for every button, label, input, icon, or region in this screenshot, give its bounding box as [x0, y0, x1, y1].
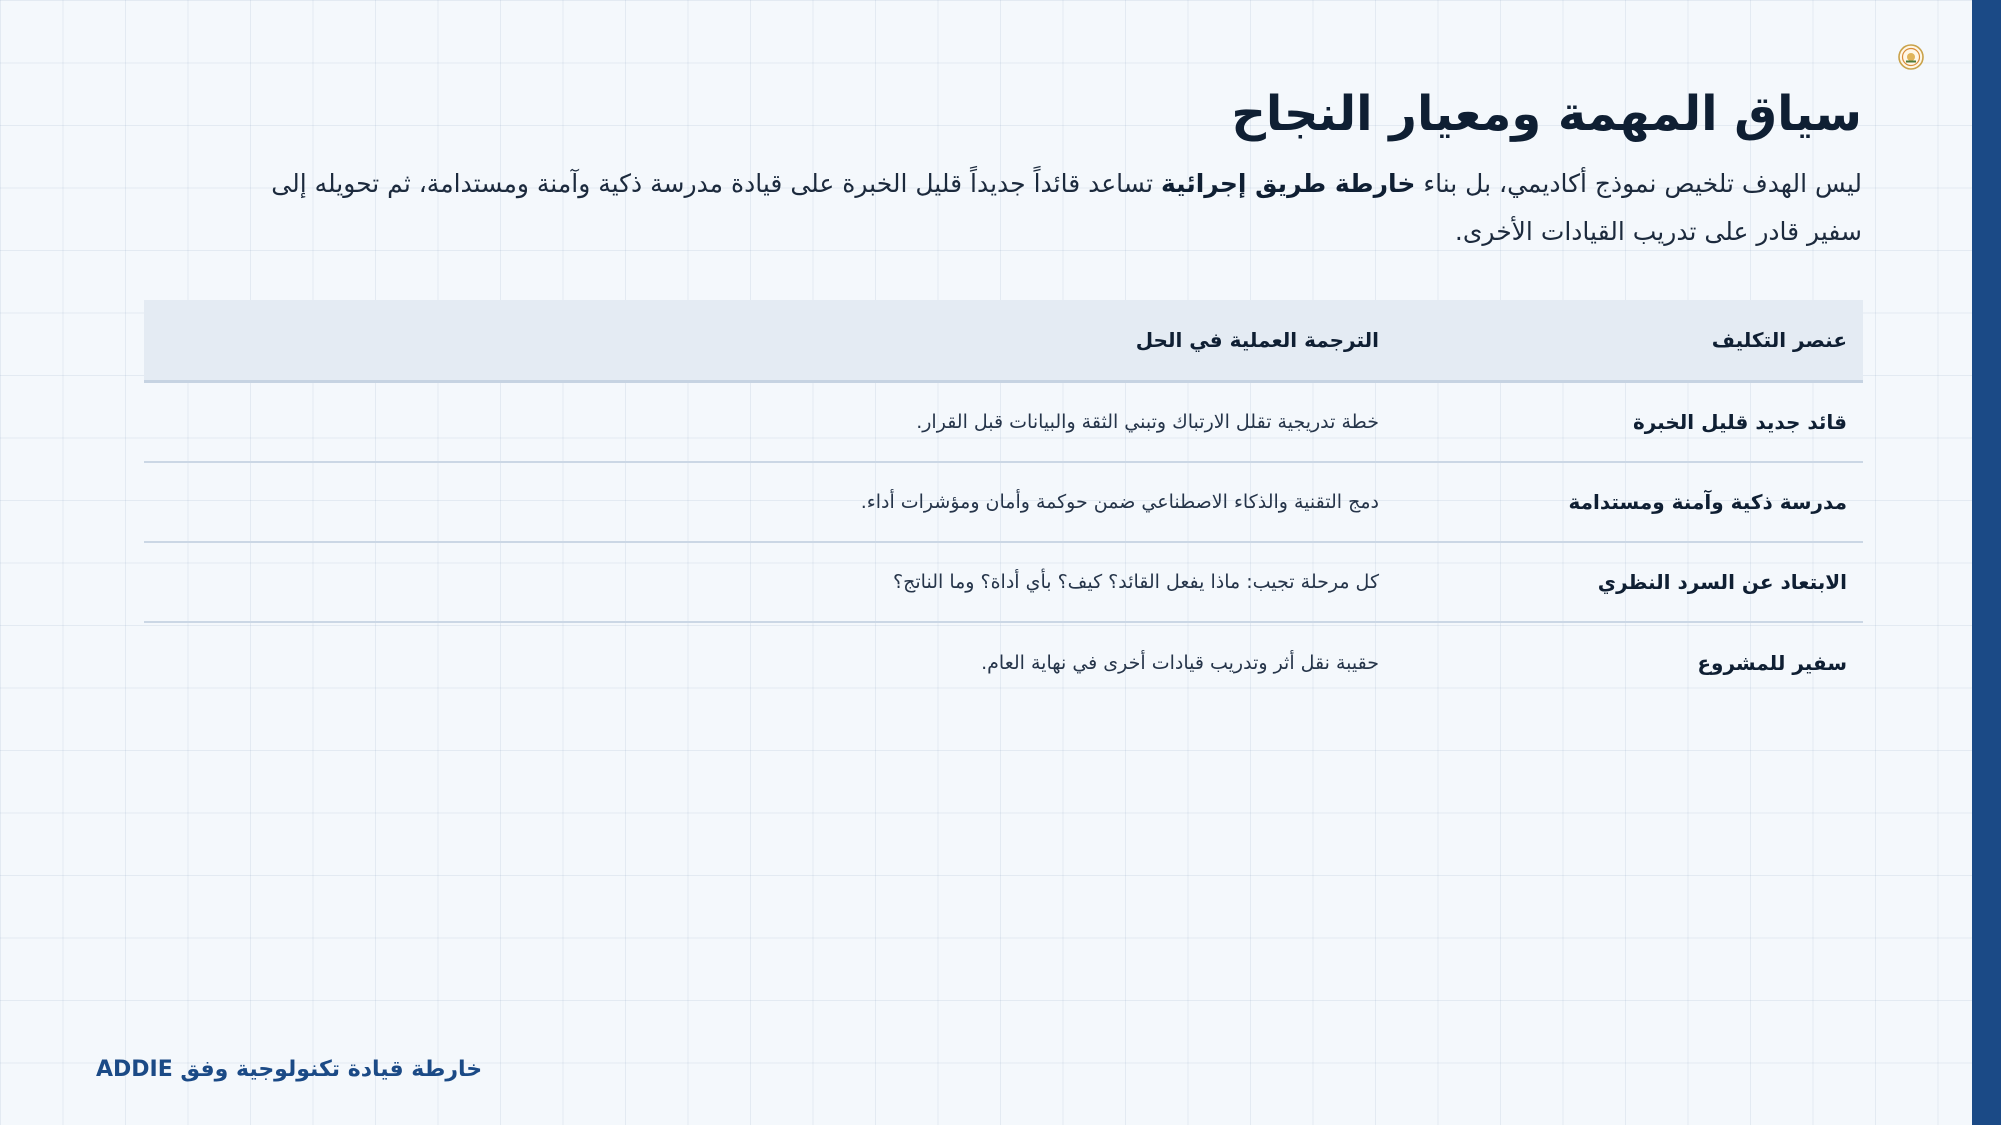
table-row	[144, 623, 1863, 703]
row-translation-cell: حقيبة نقل أثر وتدريب قيادات أخرى في نهاية العام.	[981, 652, 1379, 674]
column-header-element: عنصر التكليف	[1711, 328, 1847, 352]
intro-text-start: ليس الهدف تلخيص نموذج أكاديمي، بل بناء	[1415, 169, 1862, 198]
row-translation-cell: دمج التقنية والذكاء الاصطناعي ضمن حوكمة وأمان ومؤشرات أداء.	[860, 491, 1379, 513]
row-translation-cell: كل مرحلة تجيب: ماذا يفعل القائد؟ كيف؟ بأي أداة؟ وما الناتج؟	[893, 571, 1379, 593]
row-element-cell: سفير للمشروع	[1697, 651, 1847, 675]
slide-title: سياق المهمة ومعيار النجاح	[1231, 86, 1862, 142]
table-row	[144, 383, 1863, 463]
row-element-cell: قائد جديد قليل الخبرة	[1632, 410, 1847, 434]
table-row	[144, 463, 1863, 543]
row-translation-cell: خطة تدريجية تقلل الارتباك وتبني الثقة والبيانات قبل القرار.	[916, 411, 1379, 433]
column-header-translation: الترجمة العملية في الحل	[1135, 328, 1379, 352]
accent-side-bar	[1972, 0, 2001, 1125]
row-element-cell: الابتعاد عن السرد النظري	[1597, 570, 1847, 594]
assignment-table	[144, 300, 1863, 703]
school-seal-icon	[1898, 44, 1924, 70]
footer-label: خارطة قيادة تكنولوجية وفق ADDIE	[96, 1057, 483, 1082]
row-element-cell: مدرسة ذكية وآمنة ومستدامة	[1568, 490, 1847, 514]
intro-text-emphasis: خارطة طريق إجرائية	[1160, 169, 1416, 198]
intro-text-end: تساعد قائداً جديداً قليل الخبرة على قيادة مدرسة ذكية وآمنة ومستدامة، ثم تحويله إلى سفير قادر على تدريب القيادات الأخرى.	[271, 169, 1862, 246]
table-row	[144, 543, 1863, 623]
table-header-row	[144, 300, 1863, 383]
intro-paragraph	[220, 160, 1862, 256]
